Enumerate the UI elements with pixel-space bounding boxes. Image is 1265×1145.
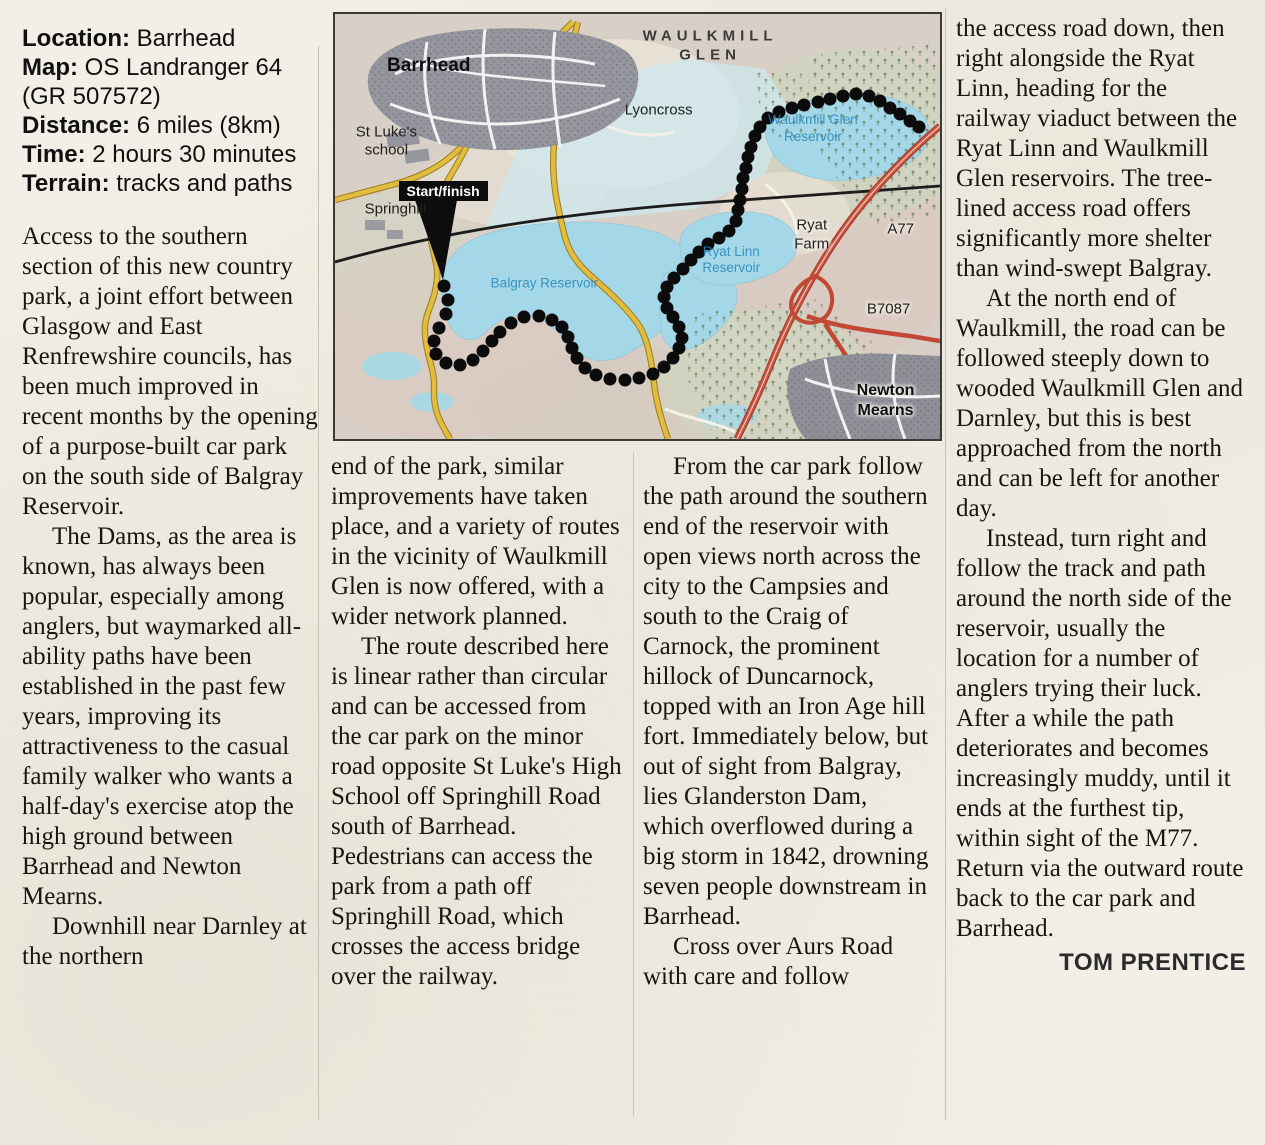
route-dot xyxy=(454,358,467,371)
map-label-waulkmill-glen-region: WAULKMILL GLEN xyxy=(642,27,778,63)
map-label-b7087: B7087 xyxy=(866,300,911,318)
column-rule xyxy=(945,8,946,1120)
map-label-newton-mearns: Newton Mearns xyxy=(856,381,915,419)
info-value: 6 miles (8km) xyxy=(136,112,281,139)
route-dot xyxy=(913,121,926,134)
paragraph: Access to the southern section of this new country park, a joint effort between Glasgow and East Renfrewshire councils, has been much improved in recent months by the opening of a purpose-built car park on the south side of Balgray Reservoir. xyxy=(22,223,318,520)
info-value: Barrhead xyxy=(136,25,236,52)
route-dot xyxy=(604,373,617,386)
paragraph: The route described here is linear rather than circular and can be accessed from the car park on the minor road opposite St Luke's High School off Springhill Road south of Barrhead. Pedestrians can access the park from a path off Springhill Road, which crosses the access bridge over the railway. xyxy=(331,633,622,990)
map-label-ryat-farm: Ryat Farm xyxy=(794,216,830,252)
map-label-barrhead: Barrhead xyxy=(387,54,471,76)
column-rule xyxy=(633,452,634,1116)
map-label-a77: A77 xyxy=(887,220,915,238)
route-map xyxy=(333,12,942,441)
info-row xyxy=(22,111,322,140)
walking-route-dots xyxy=(335,14,940,439)
paragraph: At the north end of Waulkmill, the road can be followed steeply down to wooded Waulkmill Glen and Darnley, but this is best approached from the north and can be left for another day. xyxy=(956,285,1244,522)
paragraph: end of the park, similar improvements have taken place, and a variety of routes in the vicinity of Waulkmill Glen is now offered, with a wider network planned. xyxy=(331,453,620,630)
info-label: Map: xyxy=(22,54,85,81)
paragraph: Cross over Aurs Road with care and follow xyxy=(643,933,894,990)
text-column-2 xyxy=(331,452,623,992)
info-label: Distance: xyxy=(22,112,137,139)
route-dot xyxy=(811,95,824,108)
start-finish-marker: Start/finish xyxy=(399,181,488,201)
text-column-4 xyxy=(956,14,1246,978)
paragraph: Instead, turn right and follow the track and path around the north side of the reservoir, usually the location for a number of anglers trying their luck. After a while the path deteriorates and becomes increasingly muddy, until it ends at the furthest tip, within sight of the M77. Return via the outward route back to the car park and Barrhead. xyxy=(956,525,1244,942)
route-dot xyxy=(439,308,452,321)
walk-info-panel xyxy=(22,24,322,198)
route-dot xyxy=(518,311,531,324)
route-dot xyxy=(427,334,440,347)
info-value: tracks and paths xyxy=(116,170,293,197)
route-dot xyxy=(532,309,545,322)
route-dot xyxy=(849,88,862,101)
paragraph: the access road down, then right alongside the Ryat Linn, heading for the railway viaduct between the Ryat Linn and Waulkmill Glen reservoirs. The tree-lined access road offers significantly more shelter than wind-swept Balgray. xyxy=(956,15,1238,282)
byline: TOM PRENTICE xyxy=(1059,949,1246,976)
route-dot xyxy=(837,90,850,103)
info-label: Location: xyxy=(22,25,137,52)
map-label-ryat-linn-reservoir: Ryat Linn Reservoir xyxy=(702,243,761,276)
map-label-waulkmill-glen-reservoir: Waulkmill Glen Reservoir xyxy=(768,111,858,144)
route-dot xyxy=(440,356,453,369)
info-row xyxy=(22,53,322,111)
map-label-springhill: Springhill xyxy=(364,200,427,218)
route-dot xyxy=(798,98,811,111)
route-dot xyxy=(618,374,631,387)
route-dot xyxy=(433,321,446,334)
route-dot xyxy=(505,317,518,330)
map-label-st-lukes-school: St Luke's school xyxy=(355,122,418,159)
text-column-3 xyxy=(643,452,933,992)
route-dot xyxy=(633,372,646,385)
paragraph: From the car park follow the path around the southern end of the reservoir with open views north across the city to the Campsies and south to the Craig of Carnock, the prominent hillock of Duncarnock, topped with an Iron Age hill fort. Immediately below, but out of sight from Balgray, lies Glanderston Dam, which overflowed during a big storm in 1842, drowning seven people downstream in Barrhead. xyxy=(643,453,929,930)
route-dot xyxy=(441,294,454,307)
paragraph: Downhill near Darnley at the northern xyxy=(22,913,307,970)
info-value: OS Landranger 64 (GR 507572) xyxy=(22,54,283,110)
info-label: Time: xyxy=(22,141,93,168)
route-dot xyxy=(437,280,450,293)
info-row xyxy=(22,169,322,198)
info-label: Terrain: xyxy=(22,170,117,197)
info-value: 2 hours 30 minutes xyxy=(92,141,297,168)
info-row xyxy=(22,140,322,169)
paragraph: The Dams, as the area is known, has always been popular, especially among anglers, but waymarked all-ability paths have been established in the past few years, improving its attractiveness to the casual family walker who wants a half-day's exercise atop the high ground between Barrhead and Newton Mearns. xyxy=(22,523,302,910)
route-dot xyxy=(824,93,837,106)
route-dot xyxy=(494,325,507,338)
text-column-1 xyxy=(22,222,318,972)
route-dot xyxy=(590,368,603,381)
column-rule xyxy=(318,46,319,1120)
map-label-balgray-reservoir: Balgray Reservoir xyxy=(490,275,598,291)
info-row xyxy=(22,24,322,53)
map-label-lyoncross: Lyoncross xyxy=(624,101,693,119)
